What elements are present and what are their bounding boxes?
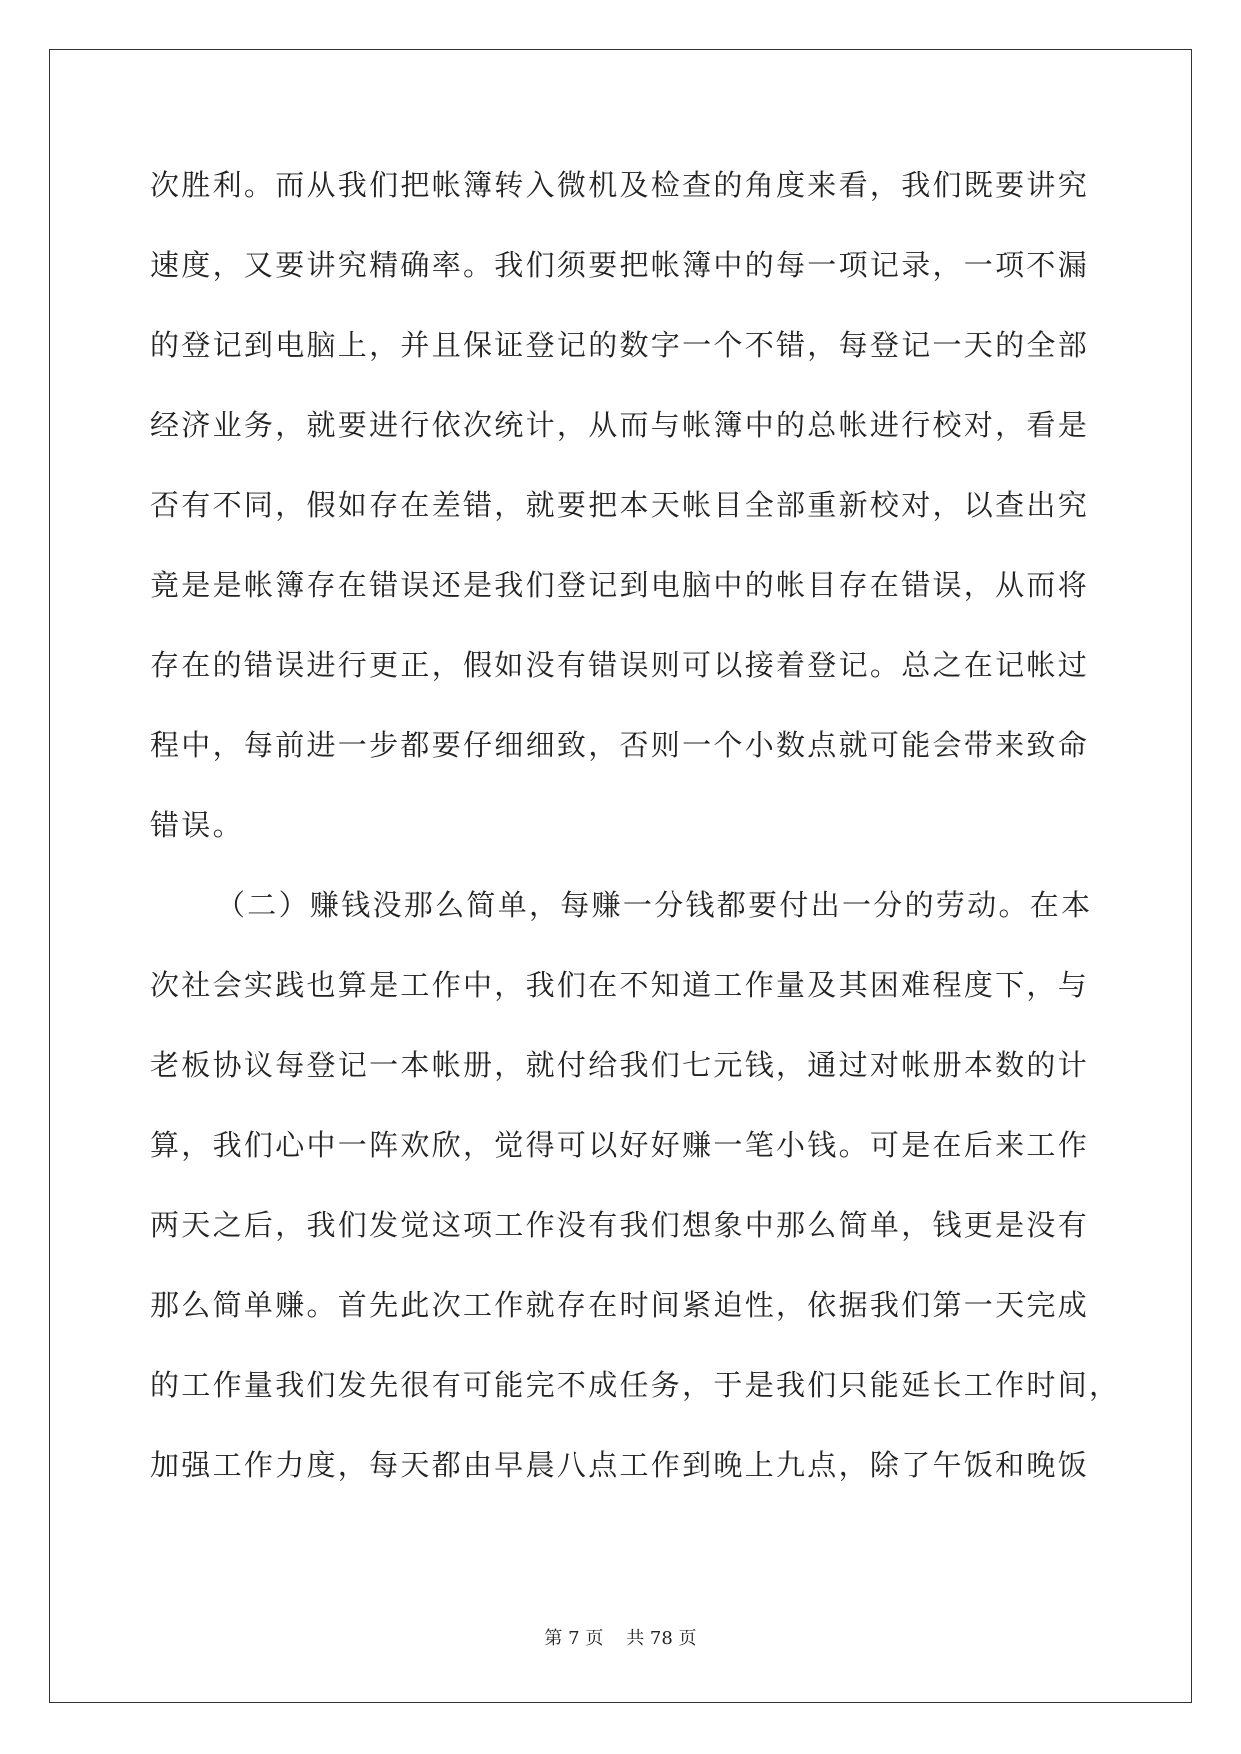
text-line: 程中，每前进一步都要仔细细致，否则一个小数点就可能会带来致命	[150, 728, 1090, 762]
text-line: 经济业务，就要进行依次统计，从而与帐簿中的总帐进行校对，看是	[150, 408, 1090, 442]
paragraph-start-line: （二）赚钱没那么简单，每赚一分钱都要付出一分的劳动。在本	[216, 888, 1093, 922]
document-body	[150, 155, 1121, 1515]
text-line: 老板协议每登记一本帐册，就付给我们七元钱，通过对帐册本数的计	[150, 1048, 1090, 1082]
text-line: 次胜利。而从我们把帐簿转入微机及检查的角度来看，我们既要讲究	[150, 168, 1090, 202]
text-line: 的工作量我们发先很有可能完不成任务，于是我们只能延长工作时间，	[150, 1368, 1121, 1402]
text-line: 加强工作力度，每天都由早晨八点工作到晚上九点，除了午饭和晚饭	[150, 1448, 1090, 1482]
text-line: 错误。	[150, 808, 244, 842]
text-line: 速度，又要讲究精确率。我们须要把帐簿中的每一项记录，一项不漏	[150, 248, 1090, 282]
text-line: 次社会实践也算是工作中，我们在不知道工作量及其困难程度下，与	[150, 968, 1090, 1002]
text-line: 否有不同，假如存在差错，就要把本天帐目全部重新校对，以查出究	[150, 488, 1090, 522]
text-line: 那么简单赚。首先此次工作就存在时间紧迫性，依据我们第一天完成	[150, 1288, 1090, 1322]
text-line: 算，我们心中一阵欢欣，觉得可以好好赚一笔小钱。可是在后来工作	[150, 1128, 1090, 1162]
text-line: 存在的错误进行更正，假如没有错误则可以接着登记。总之在记帐过	[150, 648, 1090, 682]
text-line: 两天之后，我们发觉这项工作没有我们想象中那么简单，钱更是没有	[150, 1208, 1090, 1242]
page-number-footer: 第 7 页 共 78 页	[544, 1628, 697, 1649]
text-line: 竟是是帐簿存在错误还是我们登记到电脑中的帐目存在错误，从而将	[150, 568, 1090, 602]
text-line: 的登记到电脑上，并且保证登记的数字一个不错，每登记一天的全部	[150, 328, 1090, 362]
